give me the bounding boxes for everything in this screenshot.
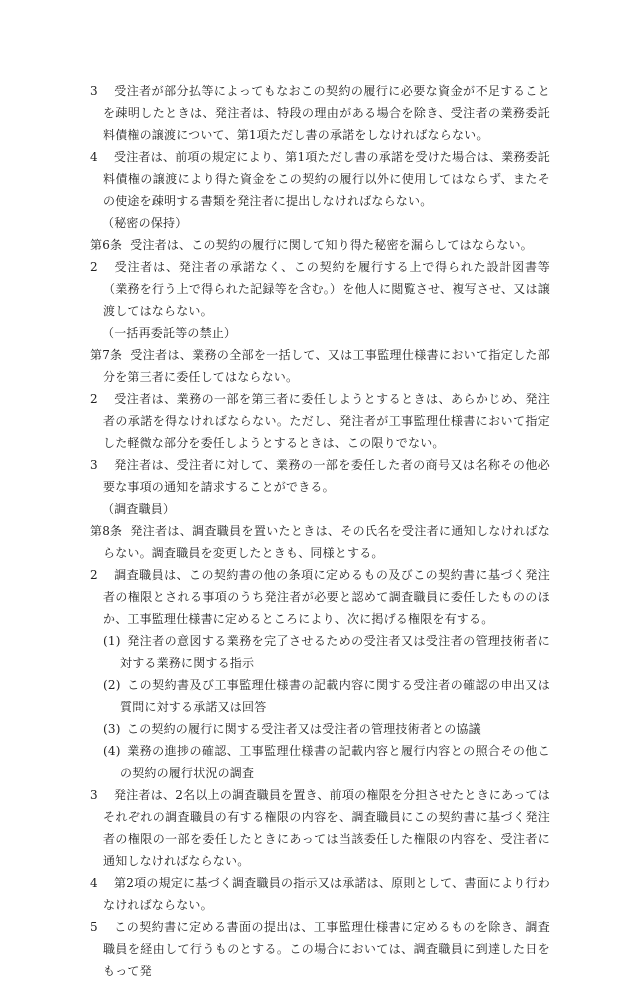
article-6 xyxy=(90,234,550,256)
paragraph-8-3 xyxy=(90,784,550,872)
paragraph-8-2 xyxy=(90,564,550,630)
paragraph-7-2 xyxy=(90,388,550,454)
sub-item-text: 発注者の意図する業務を完了させるための受注者又は受注者の管理技術者に対する業務に関する指示 xyxy=(120,634,550,670)
paragraph-5-3 xyxy=(90,80,550,146)
sub-item-number: (4) xyxy=(103,744,121,758)
sub-item-text: この契約書及び工事監理仕様書の記載内容に関する受注者の確認の申出又は質問に対する承諾又は回答 xyxy=(120,678,550,714)
paragraph-8-4 xyxy=(90,872,550,916)
heading-inspector: （調査職員） xyxy=(102,502,176,516)
article-number: 第7条 xyxy=(90,348,123,362)
sub-item-4 xyxy=(90,740,550,784)
paragraph-number: 4 xyxy=(90,150,98,164)
paragraph-text: 受注者は、前項の規定により、第1項ただし書の承諾を受けた場合は、業務委託料債権の譲渡により得た資金をこの契約の履行以外に使用してはならず、またその使途を疎明する書類を発注者に提出しなければならない。 xyxy=(103,150,550,208)
heading-confidentiality: （秘密の保持） xyxy=(102,216,188,230)
paragraph-text: この契約書に定める書面の提出は、工事監理仕様書に定めるものを除き、調査職員を経由して行うものとする。この場合においては、調査職員に到達した日をもって発 xyxy=(103,920,551,978)
paragraph-8-5 xyxy=(90,916,550,982)
paragraph-text: 受注者は、発注者の承諾なく、この契約を履行する上で得られた設計図書等（業務を行う上で得られた記録等を含む。）を他人に閲覧させ、複写させ、又は譲渡してはならない。 xyxy=(103,260,550,318)
paragraph-number: 3 xyxy=(90,84,98,98)
paragraph-number: 4 xyxy=(90,876,98,890)
paragraph-text: 調査職員は、この契約書の他の条項に定めるもの及びこの契約書に基づく発注者の権限とされる事項のうち発注者が必要と認めて調査職員に委任したもののほか、工事監理仕様書に定めるところにより、次に掲げる権限を有する。 xyxy=(103,568,550,626)
paragraph-number: 2 xyxy=(90,260,98,274)
paragraph-text: 受注者は、業務の一部を第三者に委任しようとするときは、あらかじめ、発注者の承諾を得なければならない。ただし、発注者が工事監理仕様書において指定した軽微な部分を委任しようとするときは、この限りでない。 xyxy=(103,392,550,450)
sub-item-text: 業務の進捗の確認、工事監理仕様書の記載内容と履行内容との照合その他この契約の履行状況の調査 xyxy=(120,744,550,780)
article-text: 受注者は、この契約の履行に関して知り得た秘密を漏らしてはならない。 xyxy=(130,238,533,252)
paragraph-text: 第2項の規定に基づく調査職員の指示又は承諾は、原則として、書面により行わなければならない。 xyxy=(103,876,550,912)
sub-item-2 xyxy=(90,674,550,718)
article-number: 第6条 xyxy=(90,238,123,252)
paragraph-number: 2 xyxy=(90,568,98,582)
sub-item-1 xyxy=(90,630,550,674)
article-text: 受注者は、業務の全部を一括して、又は工事監理仕様書において指定した部分を第三者に委任してはならない。 xyxy=(103,348,550,384)
paragraph-number: 3 xyxy=(90,788,98,802)
article-7 xyxy=(90,344,550,388)
sub-item-3 xyxy=(90,718,550,740)
paragraph-text: 発注者は、2名以上の調査職員を置き、前項の権限を分担させたときにあってはそれぞれの調査職員の有する権限の内容を、調査職員にこの契約書に基づく発注者の権限の一部を委任したときにあっては当該委任した権限の内容を、受注者に通知しなければならない。 xyxy=(103,788,550,868)
heading-subcontract: （一括再委託等の禁止） xyxy=(102,326,237,340)
paragraph-5-4 xyxy=(90,146,550,212)
paragraph-number: 2 xyxy=(90,392,98,406)
sub-item-number: (3) xyxy=(103,722,121,736)
sub-item-text: この契約の履行に関する受注者又は受注者の管理技術者との協議 xyxy=(127,722,481,736)
article-8 xyxy=(90,520,550,564)
paragraph-7-3 xyxy=(90,454,550,498)
paragraph-6-2 xyxy=(90,256,550,322)
article-number: 第8条 xyxy=(90,524,123,538)
paragraph-text: 受注者が部分払等によってもなおこの契約の履行に必要な資金が不足することを疎明したときは、発注者は、特段の理由がある場合を除き、受注者の業務委託料債権の譲渡について、第1項ただし書の承諾をしなければならない。 xyxy=(103,84,550,142)
paragraph-number: 3 xyxy=(90,458,98,472)
document-page xyxy=(90,80,550,982)
article-text: 発注者は、調査職員を置いたときは、その氏名を受注者に通知しなければならない。調査職員を変更したときも、同様とする。 xyxy=(103,524,550,560)
paragraph-number: 5 xyxy=(90,920,98,934)
sub-item-number: (1) xyxy=(103,634,121,648)
paragraph-text: 発注者は、受注者に対して、業務の一部を委任した者の商号又は名称その他必要な事項の通知を請求することができる。 xyxy=(103,458,550,494)
sub-item-number: (2) xyxy=(103,678,121,692)
